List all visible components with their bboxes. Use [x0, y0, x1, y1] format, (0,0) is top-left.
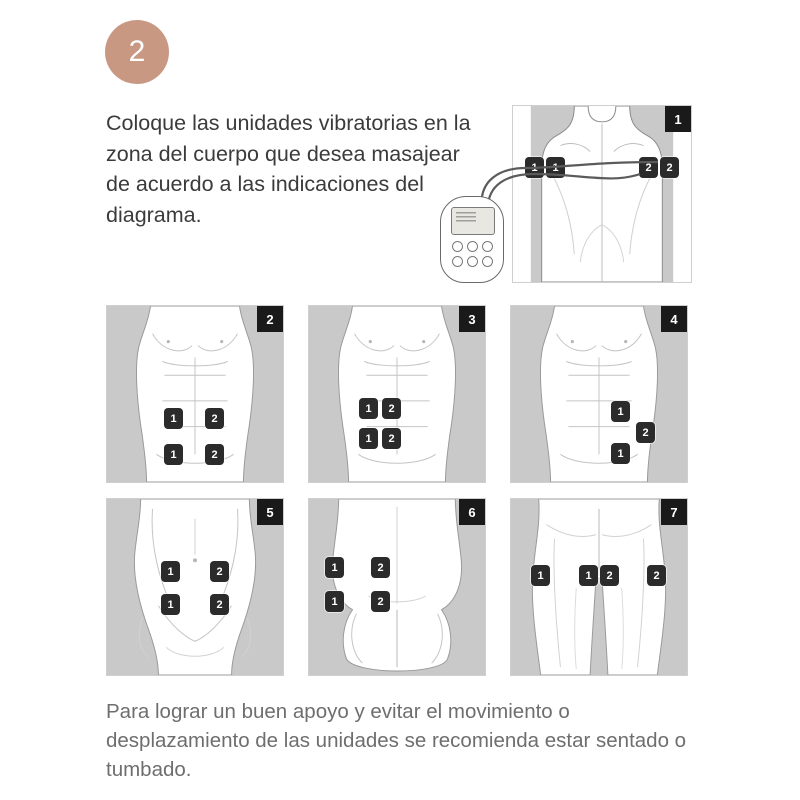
control-unit-screen [451, 207, 495, 235]
diagram-panel-7 [510, 498, 688, 676]
electrode-pad[interactable]: 1 [164, 408, 183, 429]
control-unit[interactable] [440, 196, 504, 283]
control-unit-button[interactable] [482, 241, 493, 252]
diagram-panel-5 [106, 498, 284, 676]
step-number-badge: 2 [105, 20, 169, 84]
electrode-pad[interactable]: 1 [164, 444, 183, 465]
electrode-pad[interactable]: 2 [205, 444, 224, 465]
electrode-pad[interactable]: 2 [371, 591, 390, 612]
electrode-pad[interactable]: 2 [382, 428, 401, 449]
footer-note: Para lograr un buen apoyo y evitar el movimiento o desplazamiento de las unidades se recomienda estar sentado o tumbado. [106, 700, 687, 782]
electrode-pad[interactable]: 2 [371, 557, 390, 578]
panel-number-5: 5 [257, 499, 283, 525]
control-unit-button[interactable] [452, 241, 463, 252]
panel-number-2: 2 [257, 306, 283, 332]
electrode-pad[interactable]: 2 [636, 422, 655, 443]
electrode-pad[interactable]: 2 [660, 157, 679, 178]
control-unit-button[interactable] [452, 256, 463, 267]
panel-number-4: 4 [661, 306, 687, 332]
diagram-panel-2 [106, 305, 284, 483]
diagram-panel-4 [510, 305, 688, 483]
instruction-text: Coloque las unidades vibratorias en la zona del cuerpo que desea masajear de acuerdo a las indicaciones del diagrama. [106, 111, 471, 227]
electrode-pad[interactable]: 1 [531, 565, 550, 586]
electrode-pad[interactable]: 1 [161, 561, 180, 582]
electrode-pad[interactable]: 2 [647, 565, 666, 586]
electrode-pad[interactable]: 2 [210, 561, 229, 582]
upper-back-illustration [513, 106, 691, 282]
lower-abdomen-illustration [107, 499, 283, 675]
control-unit-button[interactable] [467, 241, 478, 252]
control-unit-button[interactable] [467, 256, 478, 267]
panel-number-1: 1 [665, 106, 691, 132]
electrode-pad[interactable]: 1 [579, 565, 598, 586]
electrode-pad[interactable]: 1 [325, 557, 344, 578]
electrode-pad[interactable]: 1 [325, 591, 344, 612]
panel-number-7: 7 [661, 499, 687, 525]
electrode-pad[interactable]: 1 [546, 157, 565, 178]
panel-number-3: 3 [459, 306, 485, 332]
diagram-panel-1 [512, 105, 692, 283]
electrode-pad[interactable]: 2 [639, 157, 658, 178]
lower-back-illustration [309, 499, 485, 675]
control-unit-button[interactable] [482, 256, 493, 267]
electrode-pad[interactable]: 1 [525, 157, 544, 178]
electrode-pad[interactable]: 2 [205, 408, 224, 429]
electrode-pad[interactable]: 1 [161, 594, 180, 615]
thighs-illustration [511, 499, 687, 675]
abdomen-illustration [309, 306, 485, 482]
abdomen-illustration [511, 306, 687, 482]
diagram-panel-6 [308, 498, 486, 676]
panel-number-6: 6 [459, 499, 485, 525]
electrode-pad[interactable]: 2 [600, 565, 619, 586]
electrode-pad[interactable]: 1 [359, 428, 378, 449]
electrode-pad[interactable]: 2 [210, 594, 229, 615]
diagram-panel-3 [308, 305, 486, 483]
electrode-pad[interactable]: 2 [382, 398, 401, 419]
abdomen-illustration [107, 306, 283, 482]
electrode-pad[interactable]: 1 [611, 443, 630, 464]
electrode-pad[interactable]: 1 [359, 398, 378, 419]
electrode-pad[interactable]: 1 [611, 401, 630, 422]
